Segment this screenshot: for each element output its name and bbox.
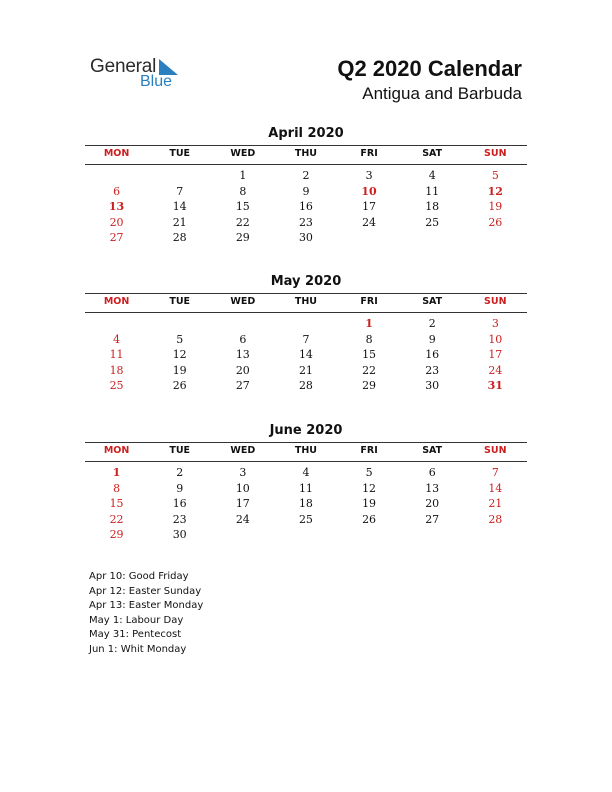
week-row [85, 316, 527, 332]
day-cell: 8 [239, 184, 247, 198]
day-cell: 2 [176, 466, 184, 479]
day-cell [274, 316, 337, 332]
day-cell: 19 [362, 497, 377, 511]
day-cell: 21 [298, 363, 313, 377]
day-cell: 18 [298, 497, 313, 511]
day-cell: 18 [425, 200, 440, 214]
divider [85, 461, 527, 462]
day-cell: 27 [109, 231, 124, 245]
week-row [85, 496, 527, 512]
weekday-label: TUE [169, 296, 191, 307]
week-row [85, 199, 527, 215]
day-cell [211, 527, 274, 543]
day-cell: 30 [425, 379, 440, 393]
generalblue-logo [90, 56, 190, 92]
day-grid [85, 168, 527, 246]
day-cell: 21 [172, 215, 187, 229]
day-cell: 25 [298, 512, 313, 526]
month-title: May 2020 [270, 274, 342, 289]
weekday-label: TUE [169, 148, 191, 159]
day-cell: 6 [239, 332, 247, 346]
day-cell: 8 [113, 481, 121, 495]
holiday-item: Apr 12: Easter Sunday [89, 585, 202, 597]
day-cell: 5 [491, 169, 499, 182]
weekday-label: WED [230, 445, 256, 456]
day-cell: 5 [365, 466, 373, 479]
day-cell: 4 [302, 466, 310, 479]
weekday-label: SUN [484, 148, 507, 159]
day-cell: 24 [235, 512, 250, 526]
page-title: Q2 2020 Calendar [337, 56, 522, 81]
day-cell: 13 [235, 348, 250, 362]
weekday-header [85, 146, 527, 161]
divider [85, 164, 527, 165]
day-cell: 9 [176, 481, 184, 495]
day-cell [211, 316, 274, 332]
day-cell: 17 [235, 497, 250, 511]
divider [85, 312, 527, 313]
day-cell: 10 [361, 184, 377, 198]
day-cell: 26 [488, 215, 503, 229]
week-row [85, 168, 527, 184]
day-cell: 13 [425, 481, 440, 495]
weekday-label: WED [230, 296, 256, 307]
day-cell [464, 527, 527, 543]
day-cell: 29 [109, 528, 124, 542]
page-subtitle: Antigua and Barbuda [362, 84, 522, 103]
day-cell: 27 [235, 379, 250, 393]
weekday-label: TUE [169, 445, 191, 456]
weekday-label: SUN [484, 296, 507, 307]
day-cell: 23 [425, 363, 440, 377]
holiday-item: May 31: Pentecost [89, 629, 182, 640]
day-cell: 11 [109, 348, 124, 362]
day-cell: 15 [109, 497, 124, 511]
holiday-list [89, 570, 203, 657]
day-cell: 29 [235, 231, 250, 245]
day-cell [148, 168, 211, 184]
day-cell: 1 [365, 317, 373, 330]
day-cell: 10 [235, 481, 250, 495]
day-cell: 30 [298, 231, 313, 245]
day-cell: 23 [298, 215, 313, 229]
day-cell: 9 [302, 184, 310, 198]
day-grid [85, 316, 527, 394]
week-row [85, 230, 527, 246]
week-row [85, 215, 527, 231]
weekday-label: MON [103, 148, 130, 159]
weekday-label: MON [103, 445, 130, 456]
day-cell: 15 [235, 200, 250, 214]
day-cell: 31 [487, 379, 503, 393]
weekday-label: SUN [484, 445, 507, 456]
day-cell: 7 [176, 184, 184, 198]
day-cell: 29 [362, 379, 377, 393]
week-row [85, 378, 527, 394]
week-row [85, 347, 527, 363]
day-cell: 22 [109, 512, 124, 526]
logo-text-blue: Blue [140, 73, 173, 90]
weekday-label: WED [230, 148, 256, 159]
week-row [85, 512, 527, 528]
day-cell [401, 230, 464, 246]
day-cell: 9 [428, 332, 436, 346]
day-cell: 14 [172, 200, 187, 214]
day-cell: 25 [425, 215, 440, 229]
day-cell: 4 [113, 332, 121, 346]
day-cell: 7 [302, 332, 310, 346]
day-cell: 27 [425, 512, 440, 526]
week-row [85, 465, 527, 481]
week-row [85, 332, 527, 348]
day-cell: 20 [235, 363, 250, 377]
day-cell: 21 [488, 497, 503, 511]
day-cell: 17 [488, 348, 503, 362]
day-cell: 28 [298, 379, 313, 393]
day-cell: 24 [362, 215, 377, 229]
day-cell: 12 [172, 348, 187, 362]
day-cell: 10 [488, 332, 503, 346]
day-cell [401, 527, 464, 543]
day-cell: 16 [425, 348, 440, 362]
day-cell: 12 [362, 481, 377, 495]
holiday-item: May 1: Labour Day [89, 614, 184, 626]
day-cell: 24 [488, 363, 503, 377]
day-cell: 28 [488, 512, 503, 526]
day-cell: 20 [425, 497, 440, 511]
day-cell: 11 [298, 481, 313, 495]
logo-text-general: General [90, 56, 157, 77]
weekday-label: FRI [360, 445, 378, 456]
day-cell [464, 230, 527, 246]
day-cell: 2 [428, 317, 436, 330]
holiday-item: Apr 13: Easter Monday [89, 600, 204, 611]
day-cell: 14 [488, 481, 503, 495]
weekday-label: THU [294, 445, 318, 456]
day-cell: 22 [362, 363, 377, 377]
day-cell [85, 168, 148, 184]
weekday-label: THU [294, 296, 318, 307]
day-cell: 1 [112, 466, 121, 479]
day-cell: 26 [172, 379, 187, 393]
day-cell: 8 [365, 332, 373, 346]
month-april [85, 125, 527, 246]
day-cell: 12 [487, 184, 503, 198]
day-cell: 6 [428, 466, 436, 479]
day-cell: 26 [362, 512, 377, 526]
day-cell [338, 230, 401, 246]
day-cell: 4 [428, 169, 436, 182]
week-row [85, 481, 527, 497]
month-may [85, 273, 527, 394]
day-cell: 3 [239, 466, 247, 479]
day-cell: 1 [239, 169, 247, 182]
day-cell: 11 [425, 184, 440, 198]
day-cell: 15 [362, 348, 377, 362]
weekday-label: FRI [360, 148, 378, 159]
day-cell [85, 316, 148, 332]
day-cell: 18 [109, 363, 124, 377]
day-cell: 6 [113, 184, 121, 198]
day-cell: 3 [491, 317, 499, 330]
day-grid [85, 465, 527, 543]
weekday-header [85, 294, 527, 309]
month-title: April 2020 [268, 126, 344, 141]
weekday-label: THU [294, 148, 318, 159]
day-cell: 13 [108, 200, 125, 214]
day-cell: 16 [298, 200, 313, 214]
weekday-label: SAT [422, 445, 443, 456]
day-cell: 22 [235, 215, 250, 229]
day-cell: 19 [488, 200, 503, 214]
month-title: June 2020 [269, 423, 343, 438]
day-cell: 20 [109, 215, 124, 229]
week-row [85, 363, 527, 379]
day-cell: 25 [109, 379, 124, 393]
day-cell: 30 [172, 528, 187, 542]
day-cell [338, 527, 401, 543]
day-cell: 28 [172, 231, 187, 245]
day-cell: 16 [172, 497, 187, 511]
weekday-header [85, 443, 527, 458]
weekday-label: SAT [422, 296, 443, 307]
week-row [85, 527, 527, 543]
day-cell: 17 [362, 200, 377, 214]
weekday-label: MON [103, 296, 130, 307]
month-june [85, 422, 527, 543]
day-cell: 23 [172, 512, 187, 526]
day-cell: 7 [491, 466, 499, 479]
day-cell: 14 [298, 348, 313, 362]
weekday-label: FRI [360, 296, 378, 307]
day-cell [274, 527, 337, 543]
holiday-item: Jun 1: Whit Monday [89, 643, 187, 655]
day-cell: 2 [302, 169, 310, 182]
day-cell [148, 316, 211, 332]
day-cell: 5 [176, 332, 184, 346]
day-cell: 19 [172, 363, 187, 377]
week-row [85, 184, 527, 200]
holiday-item: Apr 10: Good Friday [89, 571, 189, 582]
weekday-label: SAT [422, 148, 443, 159]
day-cell: 3 [365, 169, 373, 182]
